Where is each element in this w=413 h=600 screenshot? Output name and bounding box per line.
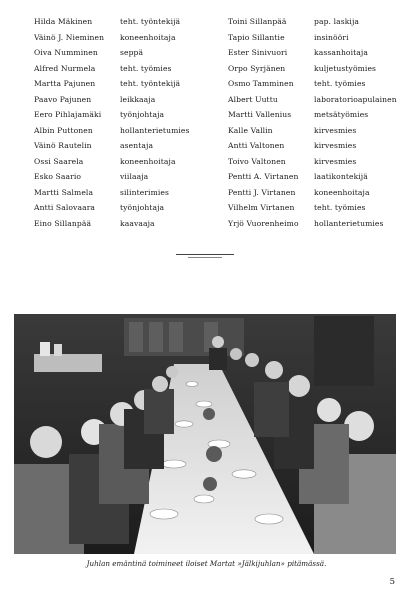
person-name: Oiva Numminen [34,48,98,58]
roster-row [34,92,214,108]
job-title: leikkaaja [120,94,156,104]
roster-row [228,30,403,46]
roster-row [228,200,403,216]
person-name: Väinö Rautelin [34,141,92,151]
person-name: Alfred Nurmela [34,63,96,73]
roster-row [34,76,214,92]
person-name: Eino Sillanpää [34,218,92,228]
job-title: työnjohtaja [120,110,165,120]
person-name: Martti Vallenius [228,110,292,120]
person-name: Antti Valtonen [228,141,285,151]
person-name: Martta Pajunen [34,79,96,89]
roster-right-column [228,14,403,231]
job-title: kassanhoitaja [314,48,368,58]
roster-row [34,185,214,201]
roster-row [34,138,214,154]
roster-row [34,14,214,30]
job-title: kirvesmies [314,156,357,166]
job-title: työnjohtaja [120,203,165,213]
person-name: Antti Salovaara [34,203,96,213]
person-name: Esko Saario [34,172,82,182]
job-title: metsätyömies [314,110,369,120]
section-divider [176,254,234,255]
job-title: hollanterietumies [314,218,384,228]
roster-row [34,169,214,185]
roster-row [228,76,403,92]
person-name: Toivo Valtonen [228,156,286,166]
page-number: 5 [389,577,395,587]
job-title: insinööri [314,32,349,42]
job-title: teht. työmies [314,79,366,89]
roster-row [228,169,403,185]
job-title: teht. työntekijä [120,79,181,89]
person-name: Pentti A. Virtanen [228,172,299,182]
section-divider-accent [188,257,222,258]
job-title: laboratorioapulainen [314,94,397,104]
job-title: koneenhoitaja [120,32,176,42]
photo-caption: Juhlan emäntinä toimineet iloiset Martat »Jälkijuhlan» pitämässä. [86,559,327,568]
roster-row [228,61,403,77]
job-title: silinterimies [120,187,169,197]
roster-row [228,185,403,201]
job-title: viilaaja [120,172,149,182]
job-title: laatikontekijä [314,172,368,182]
job-title: kirvesmies [314,141,357,151]
job-title: koneenhoitaja [314,187,370,197]
person-name: Albert Uuttu [228,94,278,104]
person-name: Martti Salmela [34,187,94,197]
roster-left-column [34,14,214,231]
group-photo-illustration [14,314,396,554]
roster-row [228,123,403,139]
job-title: hollanterietumies [120,125,190,135]
roster-row [228,14,403,30]
person-name: Orpo Syrjänen [228,63,286,73]
job-title: teht. työntekijä [120,17,181,27]
roster-row [228,154,403,170]
job-title: seppä [120,48,144,58]
job-title: teht. työmies [120,63,172,73]
person-name: Yrjö Vuorenheimo [228,218,299,228]
roster-row [34,154,214,170]
roster-row [228,107,403,123]
person-name: Hilda Mäkinen [34,17,93,27]
job-title: kuljetustyömies [314,63,377,73]
person-name: Toini Sillanpää [228,17,287,27]
roster-row [34,45,214,61]
job-title: kaavaaja [120,218,155,228]
person-name: Ossi Saarela [34,156,84,166]
person-name: Albin Puttonen [34,125,93,135]
roster-row [228,216,403,232]
person-name: Paavo Pajunen [34,94,92,104]
roster-row [228,138,403,154]
job-title: asentaja [120,141,154,151]
job-title: koneenhoitaja [120,156,176,166]
person-name: Osmo Tamminen [228,79,294,89]
roster-row [34,200,214,216]
roster-row [34,30,214,46]
roster-row [228,45,403,61]
group-photo [14,314,396,554]
person-name: Pentti J. Virtanen [228,187,296,197]
roster-row [34,123,214,139]
roster-row [34,107,214,123]
person-name: Vilhelm Virtanen [228,203,295,213]
job-title: kirvesmies [314,125,357,135]
job-title: teht. työmies [314,203,366,213]
person-name: Ester Sinivuori [228,48,288,58]
roster-row [34,61,214,77]
roster-row [228,92,403,108]
job-title: pap. laskija [314,17,360,27]
person-name: Väinö J. Nieminen [34,32,105,42]
person-name: Tapio Sillantie [228,32,285,42]
person-name: Kalle Vallin [228,125,273,135]
roster-row [34,216,214,232]
person-name: Eero Pihlajamäki [34,110,102,120]
